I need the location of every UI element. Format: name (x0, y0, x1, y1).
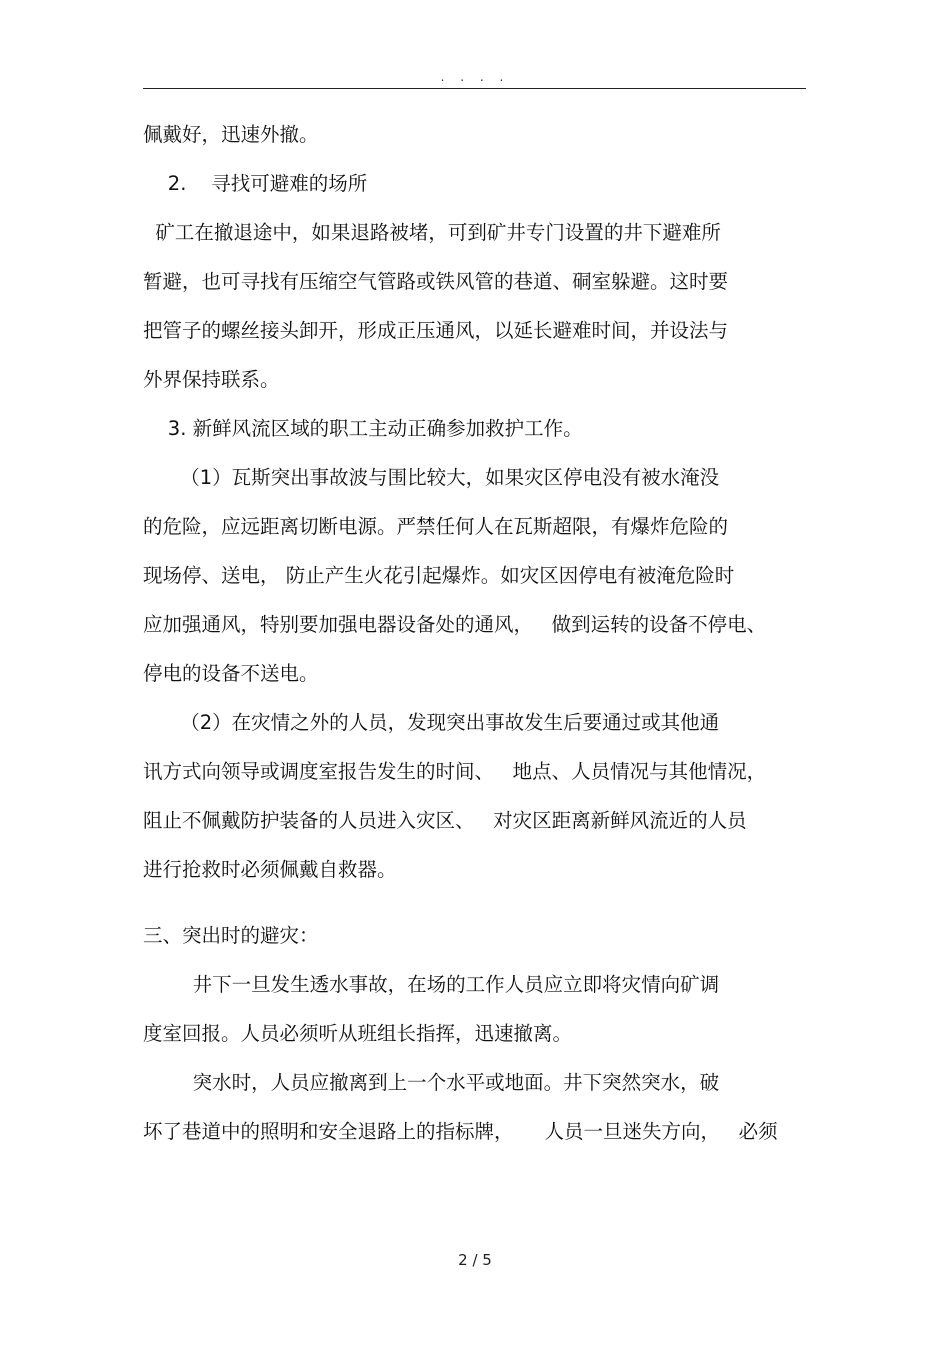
page-number: 2 / 5 (458, 1251, 492, 1269)
text-line: 度室回报。人员必须听从班组长指挥，迅速撤离。 (143, 1022, 573, 1045)
text-line: （1）瓦斯突出事故波与围比较大，如果灾区停电没有被水淹没 (143, 466, 720, 489)
header-rule (143, 88, 806, 89)
text-line: 突水时，人员应撤离到上一个水平或地面。井下突然突水，破 (143, 1071, 720, 1094)
text-line: 佩戴好，迅速外撤。 (143, 123, 319, 146)
numbered-heading: 3. 新鲜风流区域的职工主动正确参加救护工作。 (143, 417, 583, 440)
text-line: 外界保持联系。 (143, 368, 280, 391)
text-line: 矿工在撤退途中，如果退路被堵，可到矿井专门设置的井下避难所 (143, 221, 721, 244)
text-line: （2）在灾情之外的人员，发现突出事故发生后要通过或其他通 (143, 711, 720, 734)
text-line: 的危险，应远距离切断电源。严禁任何人在瓦斯超限，有爆炸危险的 (143, 515, 729, 538)
section-heading: 三、突出时的避灾： (143, 924, 319, 947)
text-line: 现场停、送电， 防止产生火花引起爆炸。如灾区因停电有被淹危险时 (143, 564, 735, 587)
header-dots: . . . . (440, 70, 510, 84)
text-line: 暂避，也可寻找有压缩空气管路或铁风管的巷道、硐室躲避。这时要 (143, 270, 729, 293)
document-body (143, 123, 807, 1169)
text-line: 井下一旦发生透水事故，在场的工作人员应立即将灾情向矿调 (143, 973, 720, 996)
text-line: 坏了巷道中的照明和安全退路上的指标牌， 人员一旦迷失方向， 必须 (143, 1120, 778, 1143)
text-line: 把管子的螺丝接头卸开，形成正压通风，以延长避难时间，并设法与 (143, 319, 729, 342)
numbered-heading: 2. 寻找可避难的场所 (143, 172, 368, 195)
text-line: 阻止不佩戴防护装备的人员进入灾区、 对灾区距离新鲜风流近的人员 (143, 809, 747, 832)
text-line: 讯方式向领导或调度室报告发生的时间、 地点、人员情况与其他情况， (143, 760, 767, 783)
text-line: 停电的设备不送电。 (143, 662, 319, 685)
text-line: 应加强通风，特别要加强电器设备处的通风， 做到运转的设备不停电、 (143, 613, 767, 636)
text-line: 进行抢救时必须佩戴自救器。 (143, 858, 397, 881)
